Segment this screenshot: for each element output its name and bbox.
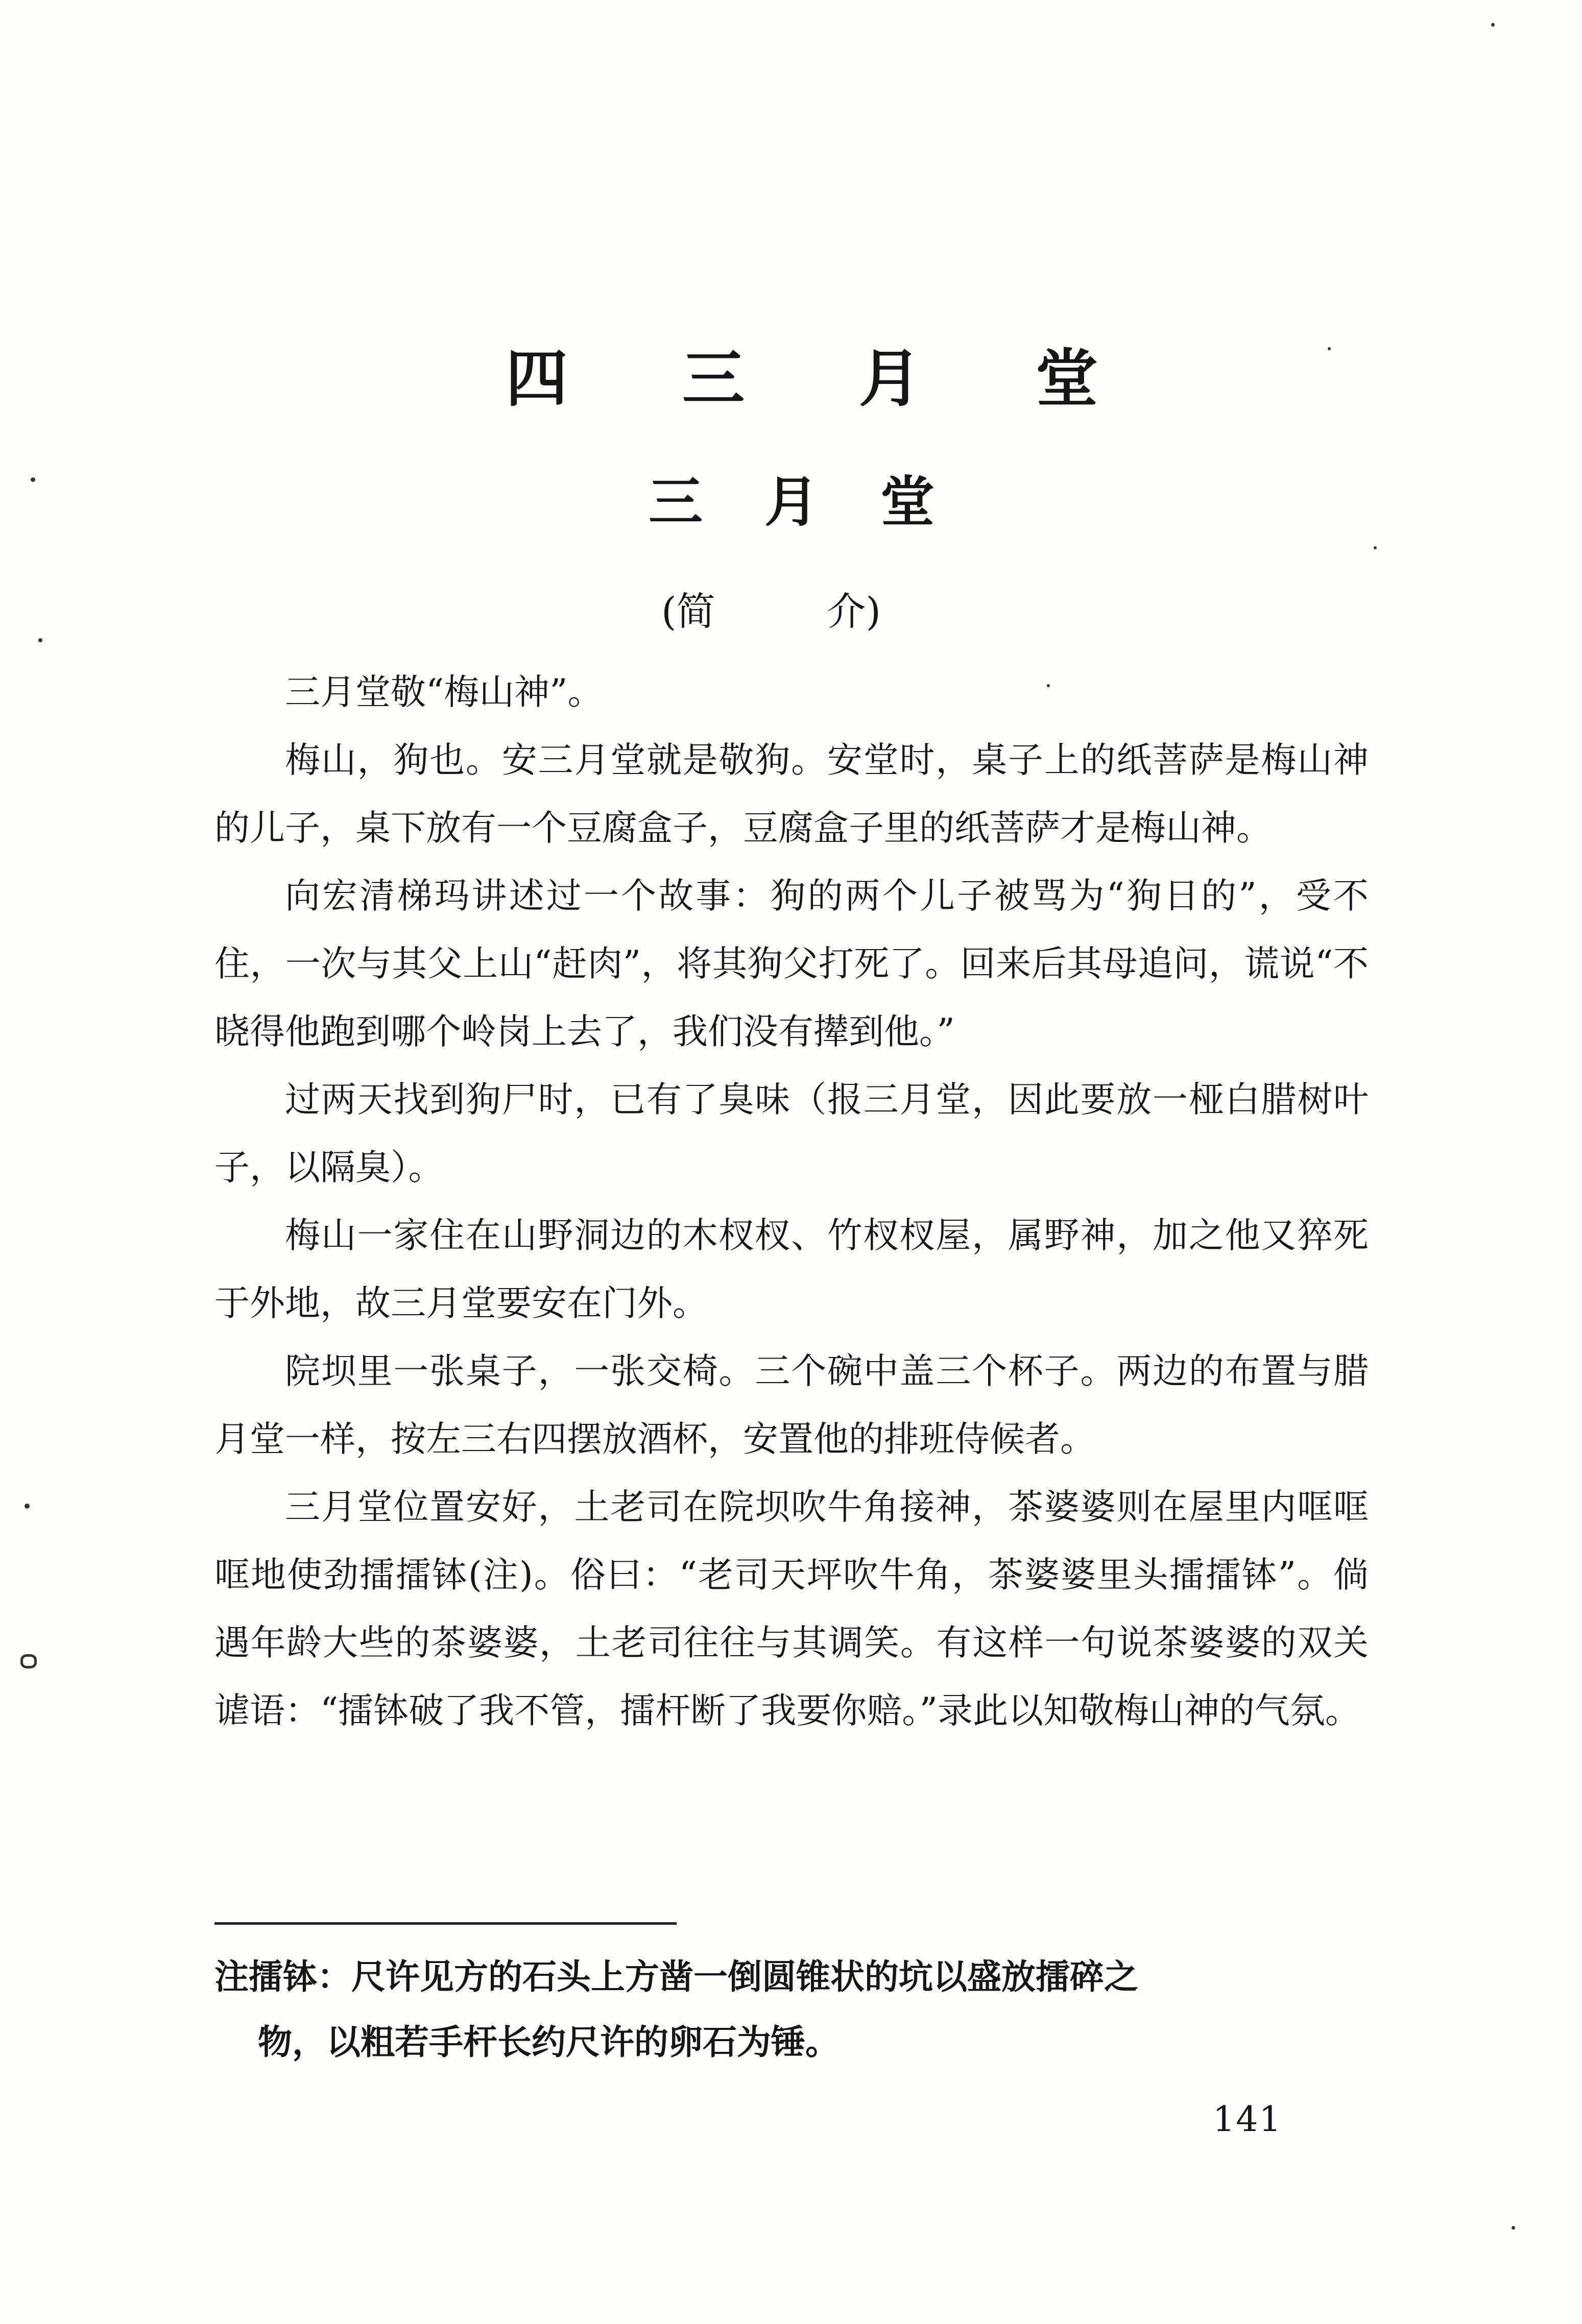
paragraph: 院坝里一张桌子，一张交椅。三个碗中盖三个杯子。两边的布置与腊月堂一样，按左三右四摆放酒杯，安置他的排班侍候者。 <box>214 1351 1369 1460</box>
section-title <box>649 470 934 534</box>
section-title-char: 月 <box>764 470 819 534</box>
footnote <box>214 1944 1379 2075</box>
footnote-line: 注擂钵：尺许见方的石头上方凿一倒圆锥状的坑以盛放擂碎之 <box>214 1956 1138 1997</box>
footnote-line: 物，以粗若手杆长约尺许的卵石为锤。 <box>258 2022 840 2062</box>
body-text <box>214 659 1369 1745</box>
scan-speck <box>38 638 42 642</box>
page-number: 141 <box>1213 2099 1282 2140</box>
intro-label-close: 介) <box>827 589 881 634</box>
paragraph: 过两天找到狗尸时，已有了臭味（报三月堂，因此要放一桠白腊树叶子，以隔臭）。 <box>214 1079 1369 1188</box>
section-title-char: 三 <box>649 470 703 534</box>
section-title-char: 堂 <box>880 470 934 534</box>
chapter-title <box>506 342 1098 415</box>
paragraph: 三月堂位置安好，土老司在院坝吹牛角接神，茶婆婆则在屋里内哐哐哐地使劲擂擂钵(注)。俗曰：“老司天坪吹牛角，茶婆婆里头擂擂钵”。倘遇年龄大些的茶婆婆，土老司往往与其调笑。有这样一句说茶婆婆的双关谑语：“擂钵破了我不管，擂杆断了我要你赔。”录此以知敬梅山神的气氛。 <box>214 1487 1369 1731</box>
chapter-title-char: 三 <box>682 342 745 415</box>
chapter-title-char: 四 <box>506 342 568 415</box>
paragraph: 梅山一家住在山野洞边的木杈杈、竹杈杈屋，属野神，加之他又猝死于外地，故三月堂要安在门外。 <box>214 1215 1369 1324</box>
chapter-title-char: 月 <box>859 342 921 415</box>
scan-speck <box>31 477 35 482</box>
paragraph: 梅山，狗也。安三月堂就是敬狗。安堂时，桌子上的纸菩萨是梅山神的儿子，桌下放有一个豆腐盒子，豆腐盒子里的纸菩萨才是梅山神。 <box>214 740 1369 849</box>
scan-speck <box>1047 684 1050 687</box>
scan-speck <box>1328 347 1331 350</box>
intro-label-open: (简 <box>661 589 715 634</box>
chapter-title-char: 堂 <box>1036 342 1098 415</box>
scan-speck <box>1512 2226 1515 2230</box>
paragraph: 向宏清梯玛讲述过一个故事：狗的两个儿子被骂为“狗日的”，受不住，一次与其父上山“赶肉”，将其狗父打死了。回来后其母追问，谎说“不晓得他跑到哪个岭岗上去了，我们没有撵到他。” <box>214 876 1369 1052</box>
intro-label <box>661 589 881 634</box>
scan-speck <box>25 1504 30 1509</box>
scan-speck <box>1491 23 1495 27</box>
scan-speck <box>1374 546 1377 549</box>
scan-speck <box>20 1654 37 1668</box>
footnote-divider <box>214 1922 677 1925</box>
paragraph: 三月堂敬“梅山神”。 <box>285 672 603 713</box>
